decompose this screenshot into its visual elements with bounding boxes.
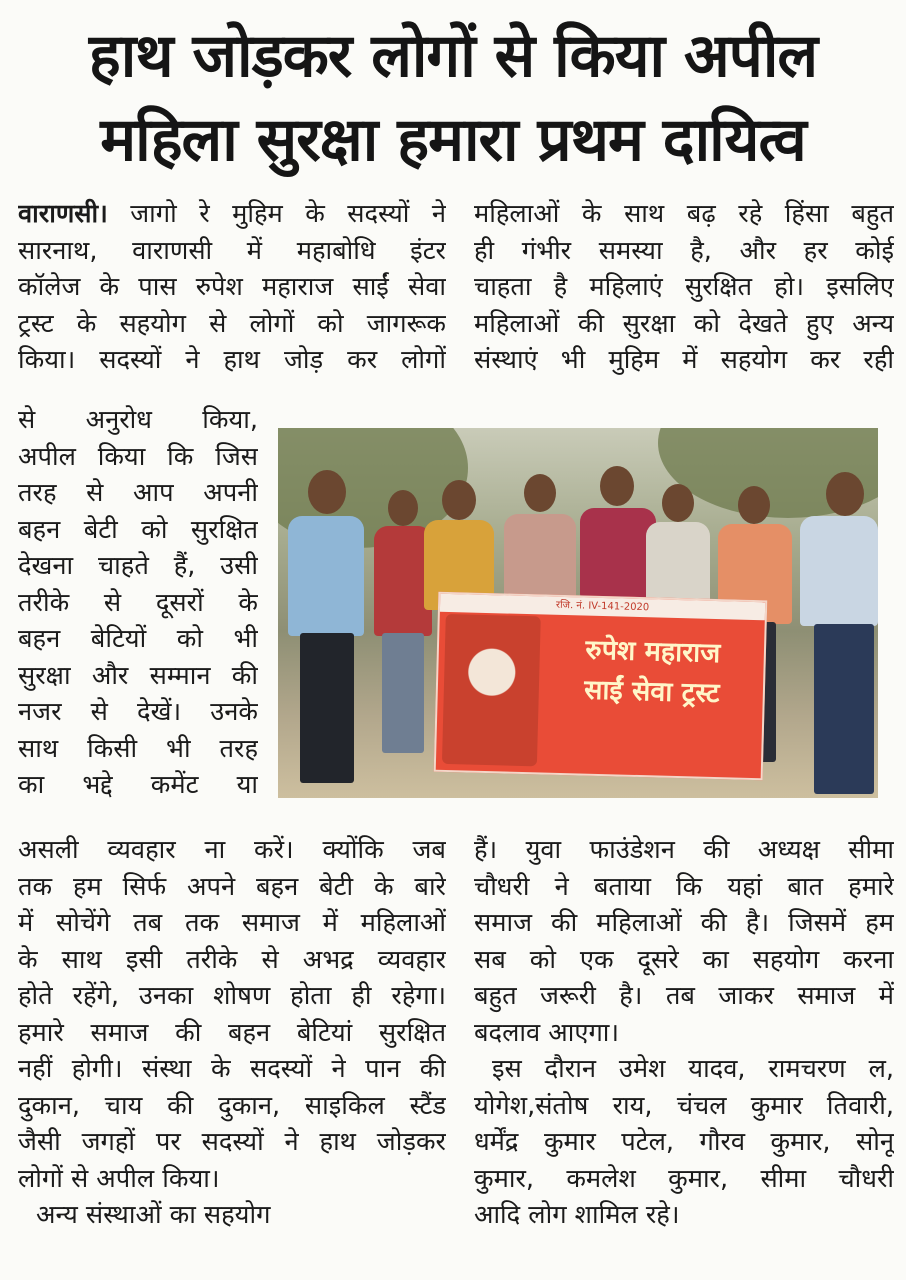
banner-fine-print [549, 717, 753, 734]
article-line: महिलाओं की सुरक्षा को देखते हुए अन्य [474, 308, 894, 339]
article-line: नहीं होगी। संस्था के सदस्यों ने पान की [18, 1054, 446, 1084]
article-line: नजर से देखें। उनके [18, 697, 258, 727]
article-line: साथ किसी भी तरह [18, 733, 258, 764]
article-line: कॉलेज के पास रुपेश महाराज साईं सेवा [18, 272, 446, 302]
article-line: महिलाओं के साथ बढ़ रहे हिंसा बहुत [474, 199, 894, 229]
article-line: देखना चाहते हैं, उसी [18, 551, 258, 581]
article-line: कुमार, कमलेश कुमार, सीमा चौधरी [474, 1163, 894, 1194]
article-line: ट्रस्ट के सहयोग से लोगों को जागरूक [18, 308, 446, 339]
article-line: सारनाथ, वाराणसी में महाबोधि इंटर [18, 235, 446, 266]
article-line: जैसी जगहों पर सदस्यों ने हाथ जोड़कर [18, 1127, 446, 1157]
article-line: सब को एक दूसरे का सहयोग करना [474, 944, 894, 975]
article-line: अपील किया कि जिस [18, 441, 258, 472]
article-line: होते रहेंगे, उनका शोषण होता ही रहेगा। [18, 981, 446, 1011]
article-line: का भद्दे कमेंट या [18, 770, 258, 800]
article-line: दुकान, चाय की दुकान, साइकिल स्टैंड [18, 1090, 446, 1121]
banner-title-line-2: साईं सेवा ट्रस्ट [583, 674, 720, 710]
article-column-left-bottom [18, 832, 446, 1234]
trust-banner [434, 592, 768, 781]
article-line: किया। सदस्यों ने हाथ जोड़ कर लोगों [18, 345, 446, 375]
article-line: असली व्यवहार ना करें। क्योंकि जब [18, 835, 446, 865]
article-line: में सोचेंगे तब तक समाज में महिलाओं [18, 908, 446, 938]
banner-registration: रजि. नं. IV-141-2020 [440, 594, 765, 621]
article-column-right-bottom [474, 832, 894, 1234]
article-line: ही गंभीर समस्या है, और हर कोई [474, 235, 894, 266]
article-line: हमारे समाज की बहन बेटियां सुरक्षित [18, 1017, 446, 1048]
article-line: संस्थाएं भी मुहिम में सहयोग कर रही [474, 345, 894, 375]
article-line: जागो रे मुहिम के सदस्यों ने [107, 199, 446, 229]
article-line: बदलाव आएगा। [474, 1017, 620, 1048]
article-line: बहन बेटी को सुरक्षित [18, 514, 258, 545]
headline-line-1: हाथ जोड़कर लोगों से किया अपील [88, 21, 818, 91]
article-line: के साथ इसी तरीके से अभद्र व्यवहार [18, 944, 446, 975]
article-line: चौधरी ने बताया कि यहां बात हमारे [474, 871, 894, 902]
article-line: चाहता है महिलाएं सुरक्षित हो। इसलिए [474, 272, 894, 302]
article-line: योगेश,संतोष राय, चंचल कुमार तिवारी, [474, 1090, 894, 1121]
article-column-left-top [18, 196, 446, 379]
article-line: इस दौरान उमेश यादव, रामचरण ल, [492, 1054, 894, 1084]
article-line: से अनुरोध किया, [18, 405, 258, 435]
article-line: सुरक्षा और सम्मान की [18, 660, 258, 691]
article-line: हैं। युवा फाउंडेशन की अध्यक्ष सीमा [474, 835, 894, 865]
article-line: तक हम सिर्फ अपने बहन बेटी के बारे [18, 871, 446, 902]
article-dateline: वाराणसी। [18, 199, 108, 229]
banner-portrait-image [442, 614, 541, 766]
news-photo [278, 428, 878, 798]
headline-line-2: महिला सुरक्षा हमारा प्रथम दायित्व [100, 105, 806, 175]
article-line: आदि लोग शामिल रहे। [474, 1200, 680, 1230]
article-column-left-narrow [18, 402, 258, 804]
article-line: समाज की महिलाओं की है। जिसमें हम [474, 908, 894, 938]
article-line: बहन बेटियों को भी [18, 624, 258, 654]
article-line: तरह से आप अपनी [18, 478, 258, 508]
article-line: धर्मेंद्र कुमार पटेल, गौरव कुमार, सोनू [474, 1127, 894, 1157]
article-line: तरीके से दूसरों के [18, 587, 258, 618]
article-subhead: अन्य संस्थाओं का सहयोग [36, 1200, 271, 1230]
banner-title-line-1: रुपेश महाराज [585, 634, 721, 670]
article-line: बहुत जरूरी है। तब जाकर समाज में [474, 981, 894, 1011]
article-line: लोगों से अपील किया। [18, 1163, 220, 1194]
article-column-right-top [474, 196, 894, 379]
